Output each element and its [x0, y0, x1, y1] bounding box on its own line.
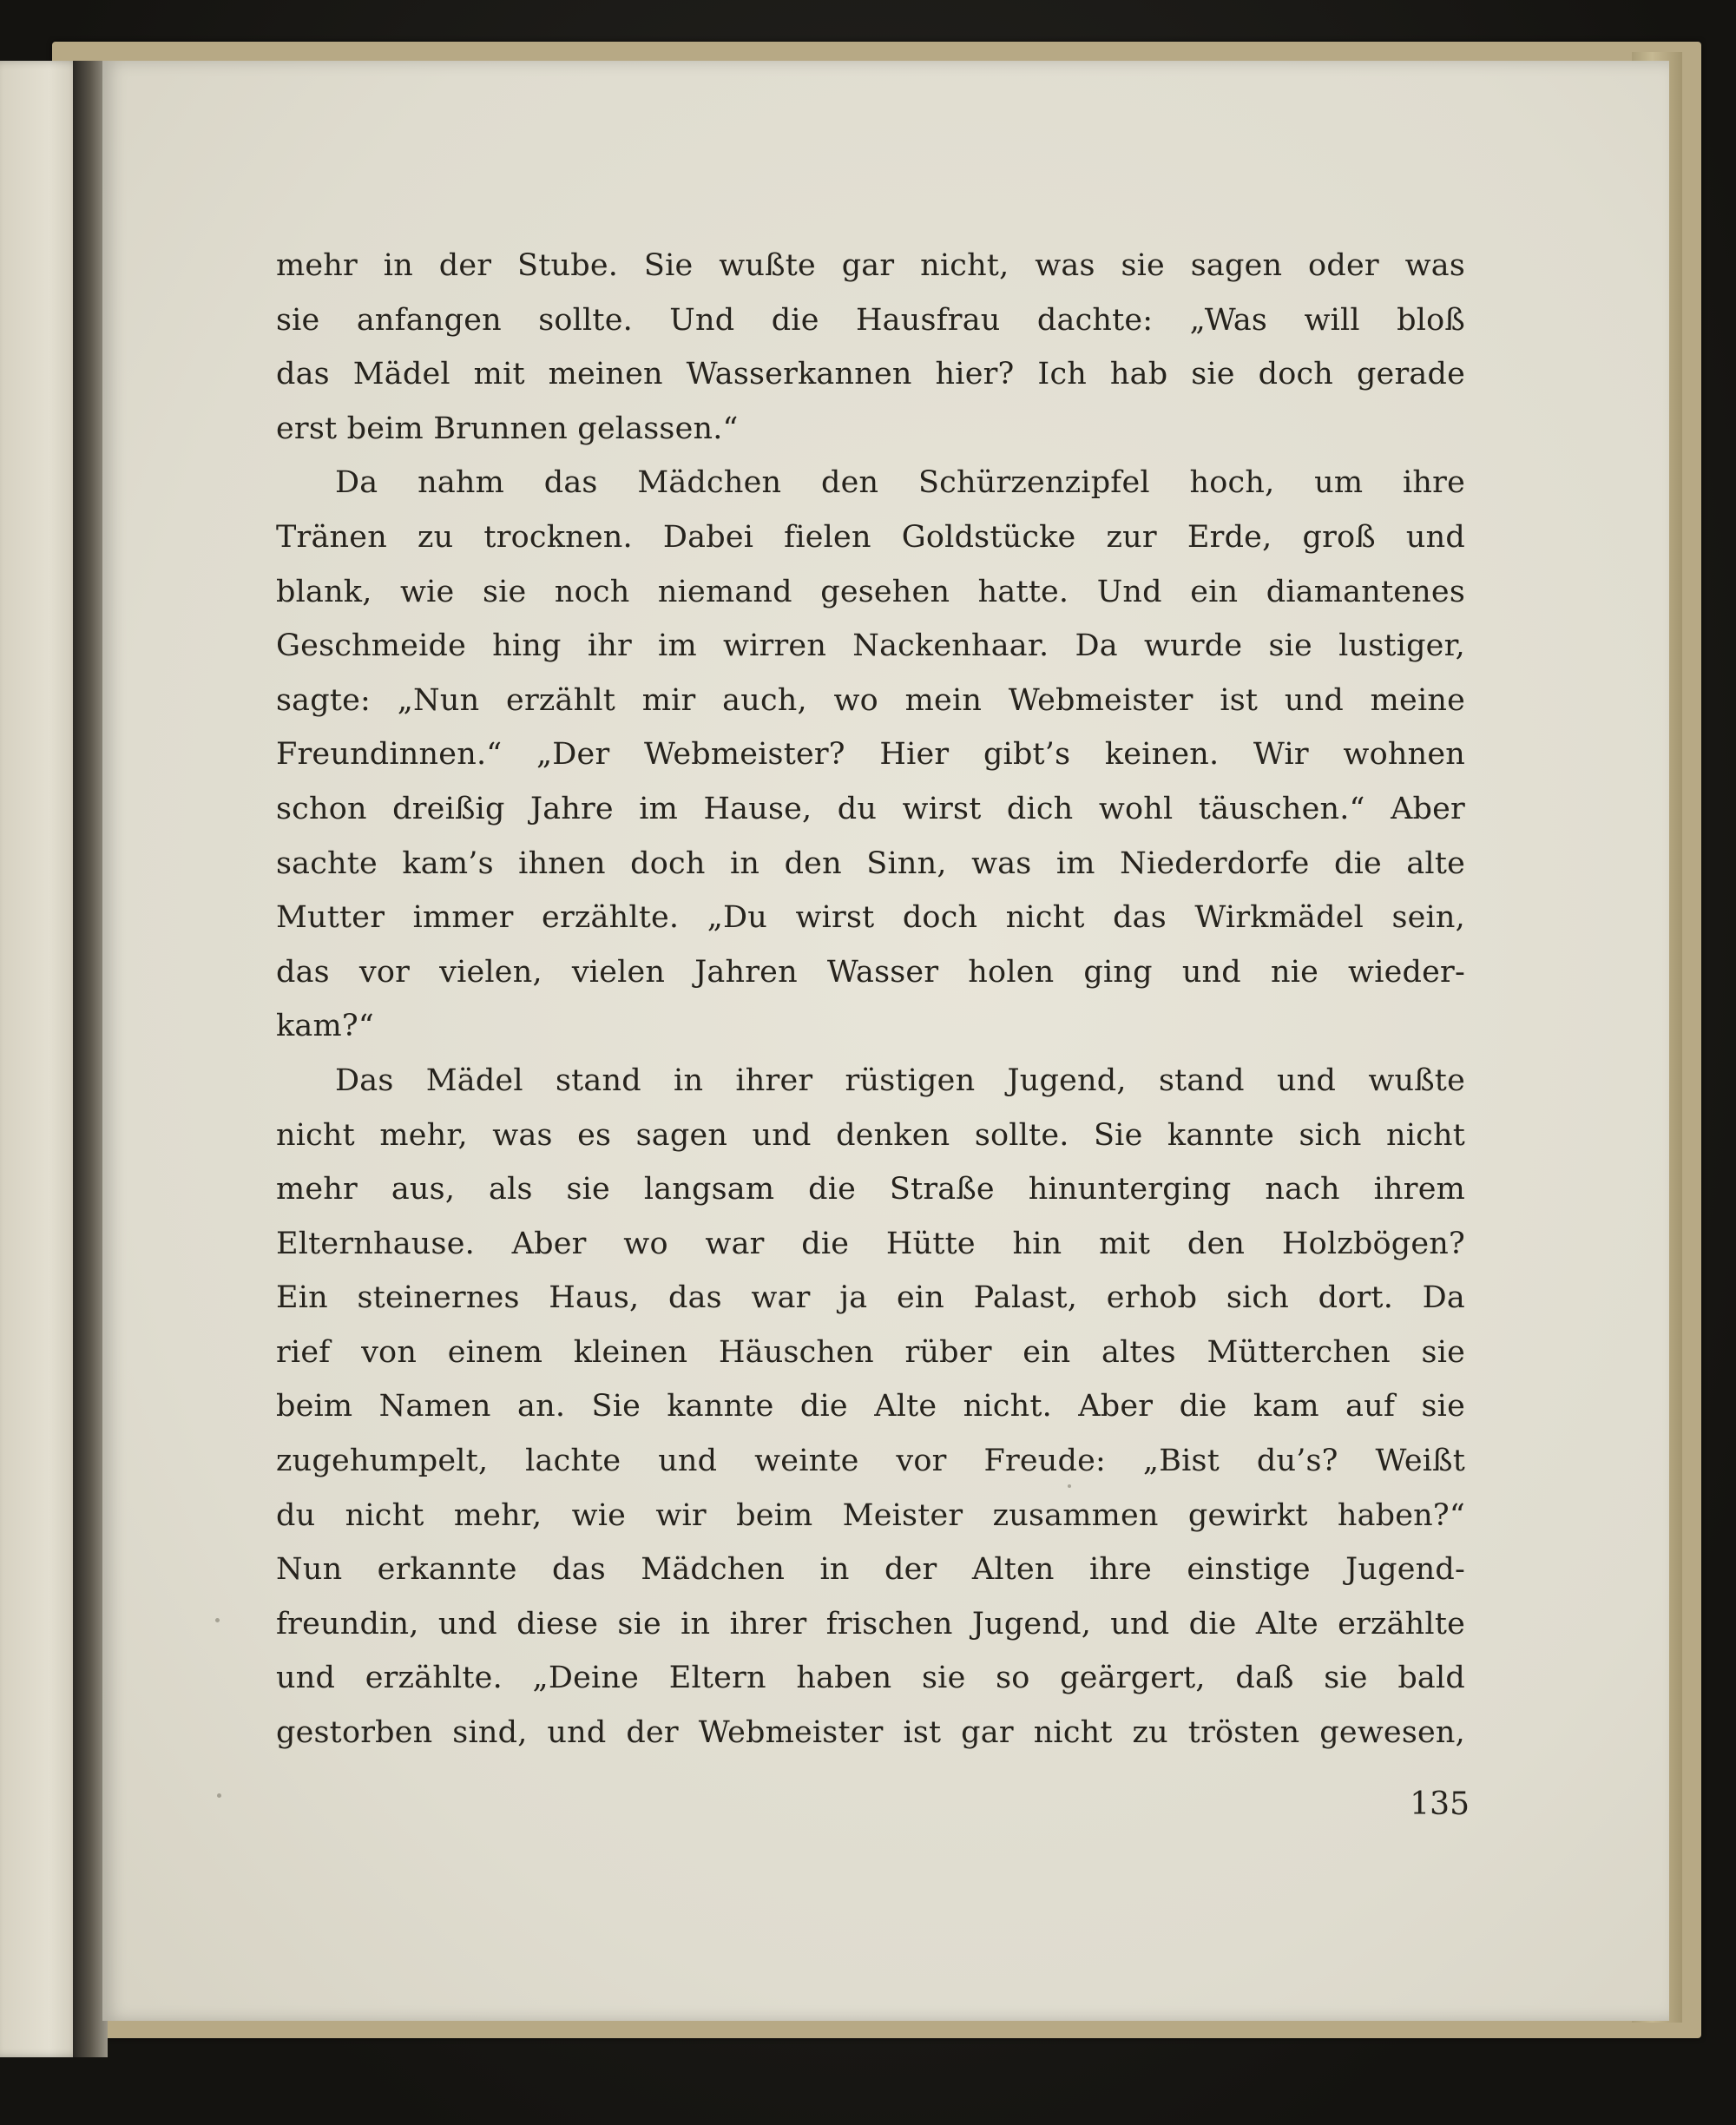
dust-speck — [1068, 1484, 1071, 1488]
dust-speck — [215, 1618, 220, 1622]
page-number: 135 — [1410, 1786, 1470, 1822]
text-line: kam?“ — [276, 1009, 374, 1044]
text-line: mehr aus, als sie langsam die Straße hinunterging nach ihrem — [276, 1172, 1465, 1207]
text-line: schon dreißig Jahre im Hause, du wirst dich wohl täuschen.“ Aber — [276, 791, 1465, 826]
dust-speck — [217, 1793, 221, 1798]
text-line: freundin, und diese sie in ihrer frischen Jugend, und die Alte erzählte — [276, 1606, 1465, 1641]
text-line: mehr in der Stube. Sie wußte gar nicht, was sie sagen oder was — [276, 248, 1465, 283]
text-line: das vor vielen, vielen Jahren Wasser holen ging und nie wieder- — [276, 954, 1465, 990]
text-line: das Mädel mit meinen Wasserkannen hier? Ich hab sie doch gerade — [276, 357, 1465, 392]
text-line: sagte: „Nun erzählt mir auch, wo mein Webmeister ist und meine — [276, 682, 1465, 718]
body-text — [276, 239, 1465, 1760]
text-line: nicht mehr, was es sagen und denken sollte. Sie kannte sich nicht — [276, 1117, 1465, 1153]
text-line: du nicht mehr, wie wir beim Meister zusammen gewirkt haben?“ — [276, 1497, 1465, 1533]
text-line: Ein steinernes Haus, das war ja ein Palast, erhob sich dort. Da — [276, 1280, 1465, 1316]
text-line: sie anfangen sollte. Und die Hausfrau dachte: „Was will bloß — [276, 302, 1465, 338]
left-page-edge — [0, 61, 82, 2057]
text-line: erst beim Brunnen gelassen.“ — [276, 411, 739, 446]
text-line: Freundinnen.“ „Der Webmeister? Hier gibt’s keinen. Wir wohnen — [276, 737, 1465, 773]
text-line: beim Namen an. Sie kannte die Alte nicht. Aber die kam auf sie — [276, 1389, 1465, 1424]
text-line: Elternhause. Aber wo war die Hütte hin mit den Holzbögen? — [276, 1226, 1465, 1261]
book-page — [102, 61, 1669, 2021]
text-line: sachte kam’s ihnen doch in den Sinn, was im Niederdorfe die alte — [276, 845, 1465, 881]
text-line: rief von einem kleinen Häuschen rüber ein altes Mütterchen sie — [276, 1334, 1465, 1370]
text-line: Nun erkannte das Mädchen in der Alten ihre einstige Jugend- — [276, 1552, 1465, 1588]
text-line: blank, wie sie noch niemand gesehen hatte. Und ein diamantenes — [276, 574, 1465, 609]
text-line: gestorben sind, und der Webmeister ist gar nicht zu trösten gewesen, — [276, 1715, 1465, 1751]
text-line: zugehumpelt, lachte und weinte vor Freude: „Bist du’s? Weißt — [276, 1444, 1465, 1479]
text-line: Da nahm das Mädchen den Schürzenzipfel hoch, um ihre — [335, 465, 1465, 501]
text-line: Tränen zu trocknen. Dabei fielen Goldstücke zur Erde, groß und — [276, 519, 1465, 555]
text-line: Das Mädel stand in ihrer rüstigen Jugend, stand und wußte — [335, 1062, 1465, 1098]
text-line: und erzählte. „Deine Eltern haben sie so geärgert, daß sie bald — [276, 1661, 1465, 1696]
text-line: Mutter immer erzählte. „Du wirst doch nicht das Wirkmädel sein, — [276, 900, 1465, 936]
text-line: Geschmeide hing ihr im wirren Nackenhaar. Da wurde sie lustiger, — [276, 628, 1465, 664]
